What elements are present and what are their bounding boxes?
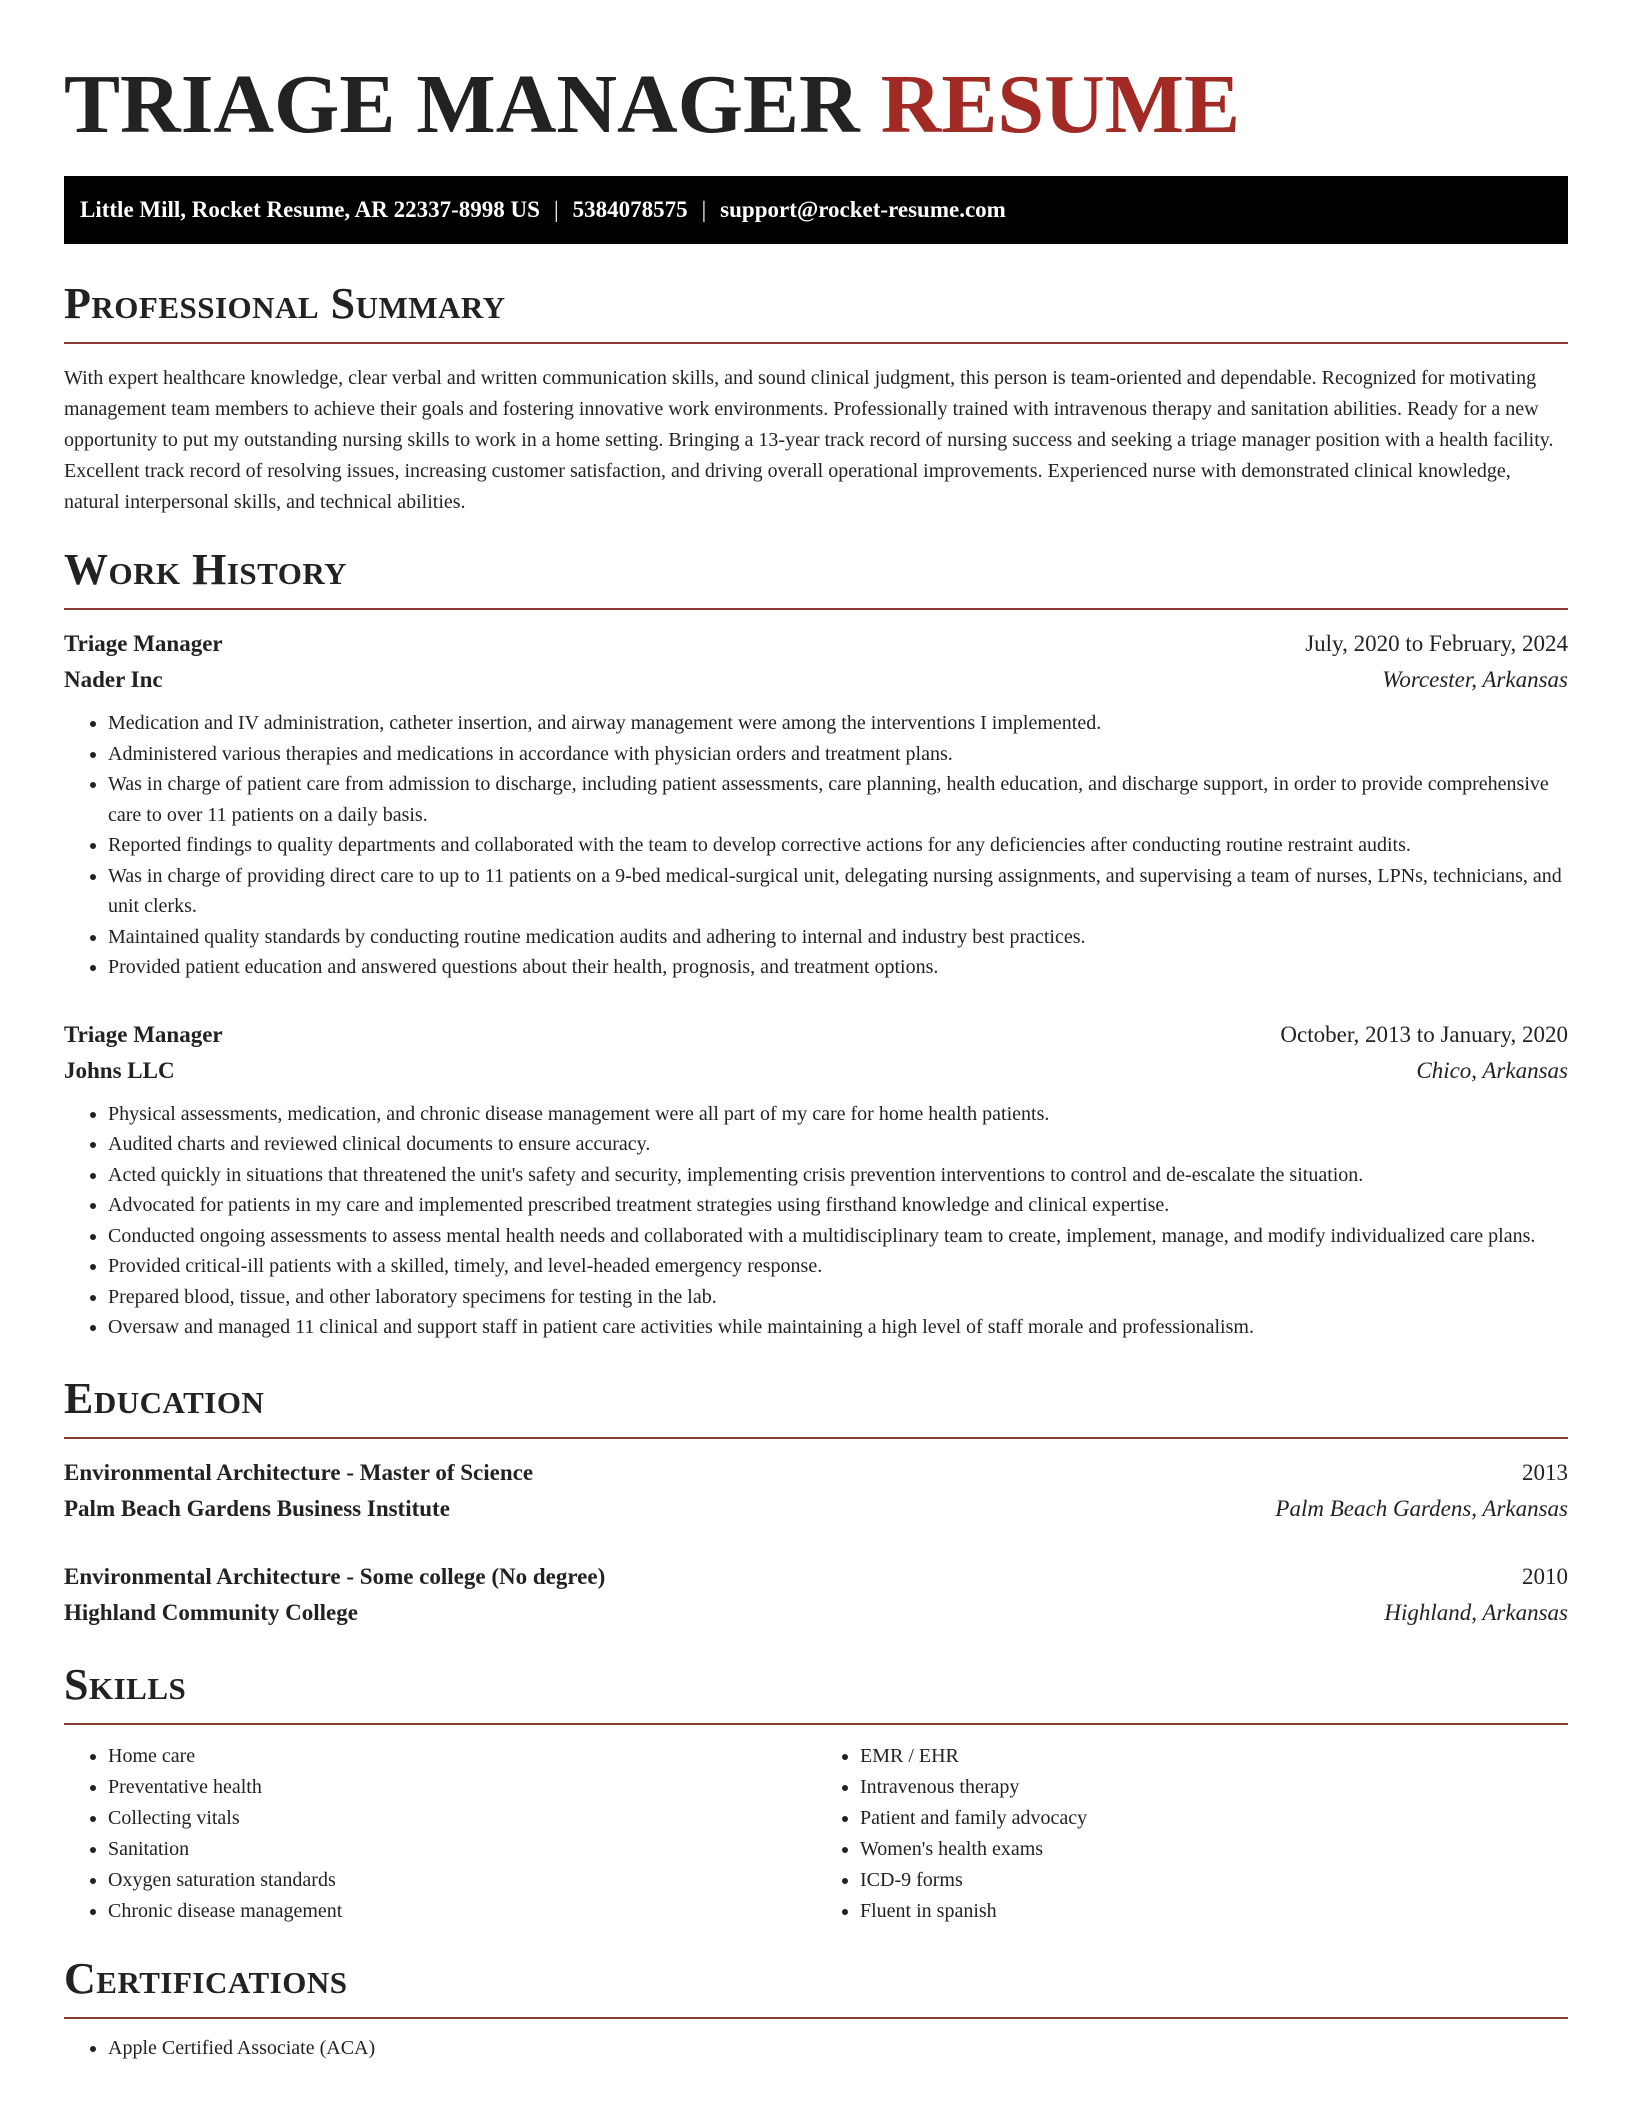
list-item: • Prepared blood, tissue, and other laboratory specimens for testing in the lab. <box>108 1282 1568 1313</box>
section-divider <box>64 1437 1568 1439</box>
education-school-row <box>64 1491 1568 1527</box>
summary-section <box>64 276 1568 518</box>
education-school-row <box>64 1595 1568 1631</box>
contact-address: Little Mill, Rocket Resume, AR 22337-8998 US <box>80 197 540 222</box>
job-company-row <box>64 662 1568 698</box>
list-item: • Sanitation <box>108 1834 816 1865</box>
section-title-skills: Skills <box>64 1659 187 1709</box>
education-school: Palm Beach Gardens Business Institute <box>64 1495 450 1521</box>
title-accent: RESUME <box>880 58 1241 151</box>
education-entry <box>64 1455 1568 1527</box>
job-bullets <box>64 1099 1568 1343</box>
job-company-row <box>64 1053 1568 1089</box>
list-item: • Maintained quality standards by conducting routine medication audits and adhering to internal and industry best practices. <box>108 922 1568 953</box>
education-degree-row <box>64 1455 1568 1491</box>
list-item: • Administered various therapies and medications in accordance with physician orders and treatment plans. <box>108 739 1568 770</box>
section-divider <box>64 2017 1568 2019</box>
contact-separator: | <box>553 197 559 222</box>
list-item: • Patient and family advocacy <box>860 1803 1568 1834</box>
certifications-list <box>64 2033 1568 2064</box>
list-item: • Fluent in spanish <box>860 1896 1568 1927</box>
job-dates: July, 2020 to February, 2024 <box>1305 631 1568 656</box>
list-item: • Provided patient education and answered questions about their health, prognosis, and treatment options. <box>108 952 1568 983</box>
job-company: Nader Inc <box>64 667 163 692</box>
list-item: • Reported findings to quality departments and collaborated with the team to develop corrective actions for any deficiencies after conducting routine restraint audits. <box>108 830 1568 861</box>
list-item: • Collecting vitals <box>108 1803 816 1834</box>
skills-section <box>64 1657 1568 1927</box>
list-item: • Provided critical-ill patients with a skilled, timely, and level-headed emergency response. <box>108 1251 1568 1282</box>
list-item: • Was in charge of patient care from admission to discharge, including patient assessments, care planning, health education, and discharge support, in order to provide comprehensive care to over 11 patients on a daily basis. <box>108 769 1568 830</box>
list-item: • Preventative health <box>108 1772 816 1803</box>
education-entry <box>64 1559 1568 1631</box>
skills-list-right <box>816 1741 1568 1927</box>
contact-email[interactable]: support@rocket-resume.com <box>720 197 1006 222</box>
job-location: Chico, Arkansas <box>1416 1057 1568 1083</box>
education-location: Highland, Arkansas <box>1384 1599 1568 1625</box>
list-item: • Conducted ongoing assessments to assess mental health needs and collaborated with a multidisciplinary team to create, implement, manage, and modify individualized care plans. <box>108 1221 1568 1252</box>
list-item: • Chronic disease management <box>108 1896 816 1927</box>
list-item: • Advocated for patients in my care and implemented prescribed treatment strategies using firsthand knowledge and clinical expertise. <box>108 1190 1568 1221</box>
section-title-education: Education <box>64 1373 265 1423</box>
contact-bar <box>64 176 1568 244</box>
section-divider <box>64 342 1568 344</box>
list-item: • Physical assessments, medication, and chronic disease management were all part of my care for home health patients. <box>108 1099 1568 1130</box>
job-location: Worcester, Arkansas <box>1382 667 1568 692</box>
education-school: Highland Community College <box>64 1599 358 1625</box>
job-entry <box>64 626 1568 983</box>
title-main: TRIAGE MANAGER <box>64 58 860 151</box>
education-degree: Environmental Architecture - Some college (No degree) <box>64 1563 606 1589</box>
education-year: 2010 <box>1522 1563 1568 1589</box>
page-title <box>64 0 1568 155</box>
list-item: • Oversaw and managed 11 clinical and support staff in patient care activities while maintaining a high level of staff morale and professionalism. <box>108 1312 1568 1343</box>
list-item: • Medication and IV administration, catheter insertion, and airway management were among the interventions I implemented. <box>108 708 1568 739</box>
job-entry <box>64 1017 1568 1343</box>
list-item: • Audited charts and reviewed clinical documents to ensure accuracy. <box>108 1129 1568 1160</box>
work-section <box>64 542 1568 1343</box>
list-item: • EMR / EHR <box>860 1741 1568 1772</box>
job-header-row <box>64 1017 1568 1053</box>
education-location: Palm Beach Gardens, Arkansas <box>1275 1495 1568 1521</box>
list-item: • Apple Certified Associate (ACA) <box>108 2033 1568 2064</box>
job-header-row <box>64 626 1568 662</box>
section-title-work: Work History <box>64 545 348 594</box>
education-section <box>64 1371 1568 1631</box>
skills-grid <box>64 1741 1568 1927</box>
list-item: • ICD-9 forms <box>860 1865 1568 1896</box>
job-dates: October, 2013 to January, 2020 <box>1280 1021 1568 1047</box>
section-divider <box>64 1723 1568 1725</box>
education-degree-row <box>64 1559 1568 1595</box>
education-degree: Environmental Architecture - Master of Science <box>64 1459 534 1485</box>
contact-phone: 5384078575 <box>572 197 688 222</box>
list-item: • Intravenous therapy <box>860 1772 1568 1803</box>
certifications-section <box>64 1951 1568 2064</box>
list-item: • Was in charge of providing direct care to up to 11 patients on a 9-bed medical-surgical unit, delegating nursing assignments, and supervising a team of nurses, LPNs, technicians, and unit clerks. <box>108 861 1568 922</box>
skills-list-left <box>64 1741 816 1927</box>
summary-text: With expert healthcare knowledge, clear verbal and written communication skills, and sound clinical judgment, this person is team-oriented and dependable. Recognized for motivating management team members to achieve their goals and fostering innovative work environments. Professionally trained with intravenous therapy and sanitation abilities. Ready for a new opportunity to put my outstanding nursing skills to work in a home setting. Bringing a 13-year track record of nursing success and seeking a triage manager position with a health facility. Excellent track record of resolving issues, increasing customer satisfaction, and driving overall operational improvements. Experienced nurse with demonstrated clinical knowledge, natural interpersonal skills, and technical abilities. <box>64 367 1554 513</box>
list-item: • Acted quickly in situations that threatened the unit's safety and security, implementing crisis prevention interventions to control and de-escalate the situation. <box>108 1160 1568 1191</box>
section-title-summary: Professional Summary <box>64 279 506 328</box>
job-title: Triage Manager <box>64 631 223 656</box>
education-year: 2013 <box>1522 1459 1568 1485</box>
resume-page <box>64 0 1568 2063</box>
list-item: • Women's health exams <box>860 1834 1568 1865</box>
section-title-certifications: Certifications <box>64 1953 348 2003</box>
job-bullets <box>64 708 1568 983</box>
section-divider <box>64 608 1568 610</box>
job-company: Johns LLC <box>64 1057 175 1083</box>
list-item: • Oxygen saturation standards <box>108 1865 816 1896</box>
list-item: • Home care <box>108 1741 816 1772</box>
contact-separator: | <box>701 197 707 222</box>
job-title: Triage Manager <box>64 1021 223 1047</box>
